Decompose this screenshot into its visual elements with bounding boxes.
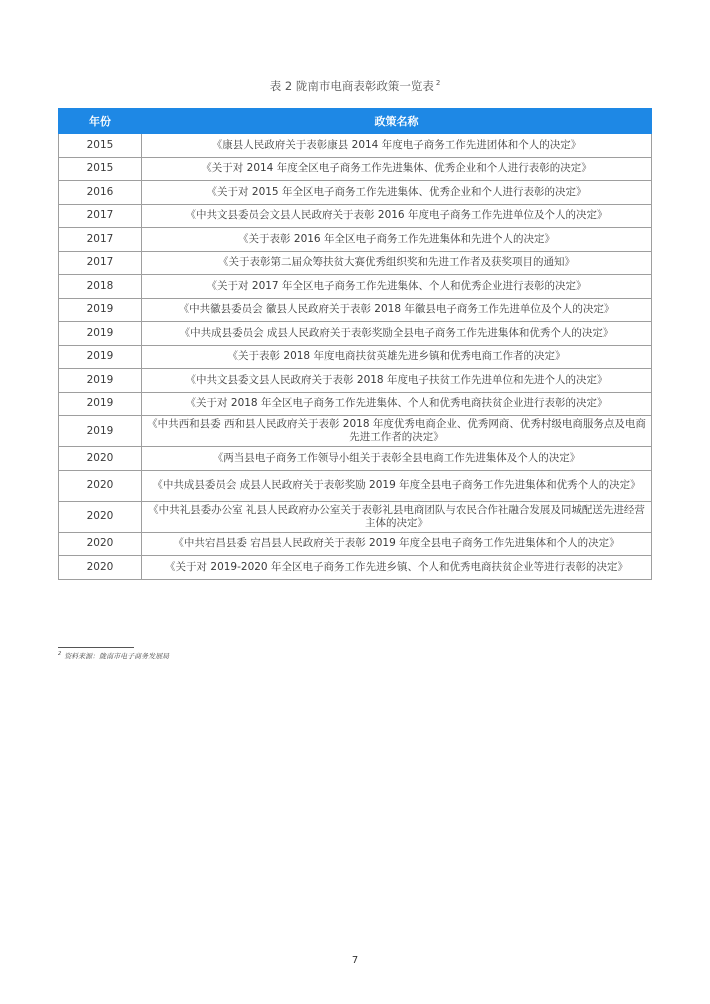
- cell-policy-name: 《关于对 2018 年全区电子商务工作先进集体、个人和优秀电商扶贫企业进行表彰的决定》: [142, 392, 652, 416]
- cell-year: 2019: [59, 345, 142, 369]
- cell-policy-name: 《两当县电子商务工作领导小组关于表彰全县电商工作先进集体及个人的决定》: [142, 447, 652, 471]
- footnote-text: 资料来源：陇南市电子商务发展局: [64, 652, 170, 661]
- cell-year: 2020: [59, 501, 142, 532]
- table-row: [59, 369, 652, 393]
- table-row: [59, 181, 652, 205]
- cell-policy-name: 《中共西和县委 西和县人民政府关于表彰 2018 年度优秀电商企业、优秀网商、优秀村级电商服务点及电商先进工作者的决定》: [142, 416, 652, 447]
- cell-policy-name: 《中共宕昌县委 宕昌县人民政府关于表彰 2019 年度全县电子商务工作先进集体和个人的决定》: [142, 532, 652, 556]
- cell-year: 2020: [59, 532, 142, 556]
- table-row: [59, 501, 652, 532]
- cell-policy-name: 《关于表彰 2018 年度电商扶贫英雄先进乡镇和优秀电商工作者的决定》: [142, 345, 652, 369]
- table-row: [59, 157, 652, 181]
- cell-policy-name: 《关于表彰 2016 年全区电子商务工作先进集体和先进个人的决定》: [142, 228, 652, 252]
- cell-year: 2017: [59, 251, 142, 275]
- table-row: [59, 298, 652, 322]
- table-row: [59, 204, 652, 228]
- cell-year: 2017: [59, 204, 142, 228]
- cell-year: 2016: [59, 181, 142, 205]
- table-row: [59, 416, 652, 447]
- cell-year: 2019: [59, 322, 142, 346]
- table-row: [59, 134, 652, 158]
- header-policy-name: 政策名称: [142, 109, 652, 134]
- caption-footnote-ref: 2: [435, 79, 441, 88]
- table-row: [59, 556, 652, 580]
- cell-year: 2015: [59, 134, 142, 158]
- cell-year: 2015: [59, 157, 142, 181]
- cell-policy-name: 《康县人民政府关于表彰康县 2014 年度电子商务工作先进团体和个人的决定》: [142, 134, 652, 158]
- header-year: 年份: [59, 109, 142, 134]
- table-row: [59, 275, 652, 299]
- policy-table: [58, 108, 652, 580]
- footnote-divider: [58, 647, 134, 648]
- cell-year: 2019: [59, 416, 142, 447]
- table-row: [59, 322, 652, 346]
- table-caption: [0, 78, 710, 94]
- table-row: [59, 447, 652, 471]
- cell-year: 2017: [59, 228, 142, 252]
- cell-policy-name: 《关于对 2019-2020 年全区电子商务工作先进乡镇、个人和优秀电商扶贫企业等进行表彰的决定》: [142, 556, 652, 580]
- cell-policy-name: 《关于对 2015 年全区电子商务工作先进集体、优秀企业和个人进行表彰的决定》: [142, 181, 652, 205]
- cell-year: 2019: [59, 392, 142, 416]
- cell-policy-name: 《中共文县委员会文县人民政府关于表彰 2016 年度电子商务工作先进单位及个人的决定》: [142, 204, 652, 228]
- cell-year: 2018: [59, 275, 142, 299]
- table-row: [59, 228, 652, 252]
- caption-text: 表 2 陇南市电商表彰政策一览表: [269, 79, 434, 93]
- cell-policy-name: 《关于对 2014 年度全区电子商务工作先进集体、优秀企业和个人进行表彰的决定》: [142, 157, 652, 181]
- cell-year: 2020: [59, 447, 142, 471]
- page-number: 7: [351, 955, 359, 966]
- cell-year: 2019: [59, 369, 142, 393]
- cell-policy-name: 《关于对 2017 年全区电子商务工作先进集体、个人和优秀企业进行表彰的决定》: [142, 275, 652, 299]
- table-row: [59, 532, 652, 556]
- cell-year: 2020: [59, 556, 142, 580]
- cell-year: 2020: [59, 470, 142, 501]
- cell-policy-name: 《中共成县委员会 成县人民政府关于表彰奖励 2019 年度全县电子商务工作先进集体和优秀个人的决定》: [142, 470, 652, 501]
- footnote-marker: 2: [58, 651, 62, 657]
- table-header-row: [59, 109, 652, 134]
- cell-policy-name: 《中共礼县委办公室 礼县人民政府办公室关于表彰礼县电商团队与农民合作社融合发展及同城配送先进经营主体的决定》: [142, 501, 652, 532]
- table-row: [59, 345, 652, 369]
- cell-policy-name: 《中共徽县委员会 徽县人民政府关于表彰 2018 年徽县电子商务工作先进单位及个人的决定》: [142, 298, 652, 322]
- footnote: [58, 651, 169, 661]
- cell-year: 2019: [59, 298, 142, 322]
- table-row: [59, 392, 652, 416]
- cell-policy-name: 《关于表彰第二届众筹扶贫大赛优秀组织奖和先进工作者及获奖项目的通知》: [142, 251, 652, 275]
- cell-policy-name: 《中共文县委文县人民政府关于表彰 2018 年度电子扶贫工作先进单位和先进个人的决定》: [142, 369, 652, 393]
- table-row: [59, 251, 652, 275]
- table-row: [59, 470, 652, 501]
- cell-policy-name: 《中共成县委员会 成县人民政府关于表彰奖励全县电子商务工作先进集体和优秀个人的决定》: [142, 322, 652, 346]
